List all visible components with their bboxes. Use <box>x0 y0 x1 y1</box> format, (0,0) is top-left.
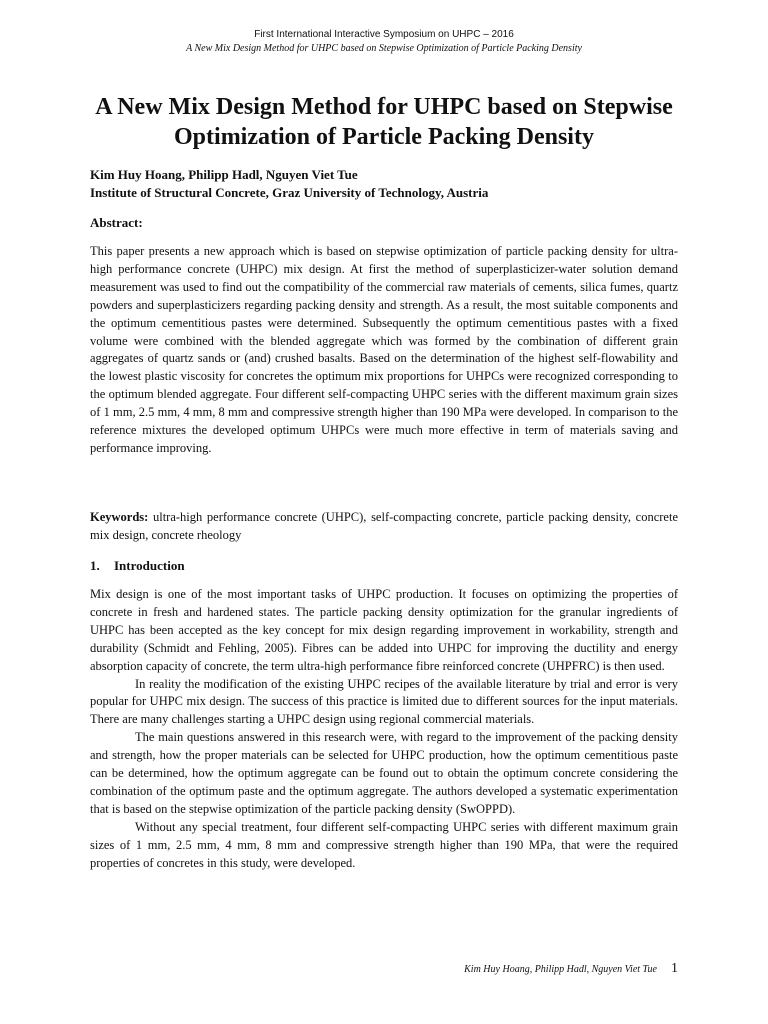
intro-paragraph: In reality the modification of the existing UHPC recipes of the available literature by trial and error is very popular for UHPC mix design. The success of this practice is limited due to different sources for the input materials. There are many challenges starting a UHPC design using regional commercial materials. <box>90 676 678 727</box>
keywords-label: Keywords: <box>90 510 149 524</box>
intro-paragraph: Without any special treatment, four different self-compacting UHPC series with different maximum grain sizes of 1 mm, 2.5 mm, 4 mm, 8 mm and compressive strength higher than 190 MPa, that were the required properties of concretes in this study, were developed. <box>90 819 678 870</box>
author-list: Kim Huy Hoang, Philipp Hadl, Nguyen Viet Tue <box>90 167 358 182</box>
abstract-heading: Abstract: <box>90 215 143 230</box>
running-header <box>90 28 678 55</box>
section-number: 1. <box>90 558 100 573</box>
paper-title: A New Mix Design Method for UHPC based on Stepwise Optimization of Particle Packing Density <box>95 94 673 150</box>
keywords-text: ultra-high performance concrete (UHPC), self-compacting concrete, particle packing density, concrete mix design, concrete rheology <box>90 510 679 542</box>
intro-paragraph: Mix design is one of the most important tasks of UHPC production. It focuses on optimizing the properties of concrete in fresh and hardened states. The particle packing density optimization for the granular ingredients of UHPC has been accepted as the key concept for mix design regarding improvement in workability, strength and durability (Schmidt and Fehling, 2005). Fibres can be added into UHPC for improving the ductility and energy absorption capacity of concrete, the term ultra-high performance fibre reinforced concrete (UHPFRC) is then used. <box>90 587 678 673</box>
conference-name: First International Interactive Symposium on UHPC – 2016 <box>254 29 514 40</box>
introduction-body <box>90 586 678 873</box>
intro-paragraph: The main questions answered in this research were, with regard to the improvement of the packing density and strength, how the proper materials can be selected for UHPC production, how the optimum cementitious paste can be determined, how the optimum aggregate can be found out to obtain the optimum concrete considering the combination of the optimum paste and the optimum aggregate. The authors developed a systematic experimentation that is based on the stepwise optimization of the particle packing density (SwOPPD). <box>90 730 678 816</box>
author-affiliation: Institute of Structural Concrete, Graz University of Technology, Austria <box>90 185 489 200</box>
running-title: A New Mix Design Method for UHPC based on Stepwise Optimization of Particle Packing Density <box>186 43 582 54</box>
footer-authors: Kim Huy Hoang, Philipp Hadl, Nguyen Viet Tue <box>464 964 657 975</box>
keywords-paragraph <box>90 509 678 545</box>
page-footer <box>464 962 678 977</box>
section-heading-introduction <box>90 557 185 574</box>
page-number: 1 <box>671 961 678 976</box>
abstract-text: This paper presents a new approach which is based on stepwise optimization of particle packing density for ultra-high performance concrete (UHPC) mix design. At first the method of superplasticizer-water solution demand measurement was used to find out the compatibility of the commercial raw materials of cements, silica fumes, quartz powders and superplasticizers regarding packing density and strength. As a result, the most suitable components and the optimum cementitious pastes were determined. Subsequently the optimum cementitious pastes with a fixed volume were combined with the blended aggregate which was formed by the combination of different grain aggregates of quartz sands or (and) crushed basalts. Based on the determination of the highest self-flowability and the lowest plastic viscosity for concretes the optimum mix proportions for UHPCs were recognized corresponding to the optimum blended aggregate. Four different self-compacting UHPC series with the different maximum grain sizes of 1 mm, 2.5 mm, 4 mm, 8 mm and compressive strength higher than 190 MPa were developed. In comparison to the reference mixtures the developed optimum UHPCs were much more effective in term of materials saving and performance improving. <box>90 244 678 455</box>
section-title: Introduction <box>114 558 185 573</box>
